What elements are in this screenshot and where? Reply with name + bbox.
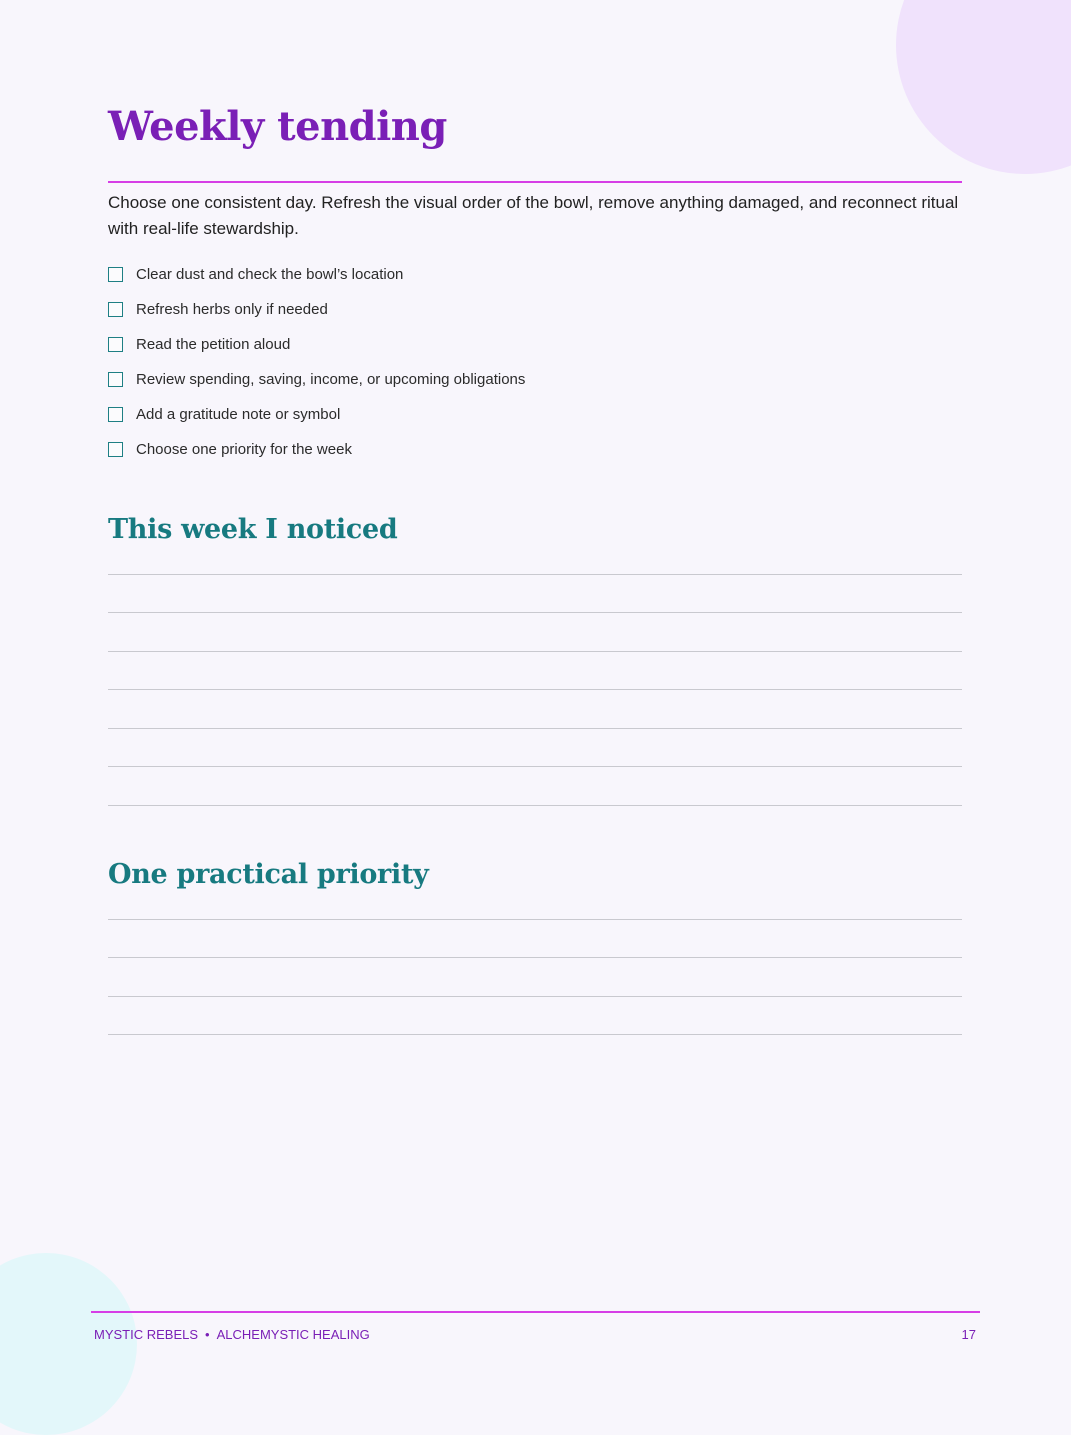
checklist-item[interactable] (108, 432, 968, 467)
footer-divider (91, 1311, 980, 1313)
writing-line[interactable] (108, 919, 962, 920)
checkbox[interactable] (108, 267, 123, 282)
writing-line[interactable] (108, 957, 962, 958)
decorative-circle-bottom (0, 1253, 137, 1435)
checkbox[interactable] (108, 372, 123, 387)
checklist-item[interactable] (108, 362, 968, 397)
footer-separator: • (205, 1327, 210, 1342)
decorative-circle-top (896, 0, 1071, 174)
checklist-item-label: Choose one priority for the week (136, 441, 352, 458)
writing-line[interactable] (108, 651, 962, 652)
writing-line[interactable] (108, 574, 962, 575)
checklist-item-label: Add a gratitude note or symbol (136, 406, 341, 423)
writing-line[interactable] (108, 1034, 962, 1035)
checkbox[interactable] (108, 442, 123, 457)
checklist-item-label: Review spending, saving, income, or upcoming obligations (136, 371, 526, 388)
checklist-item[interactable] (108, 257, 968, 292)
title-divider (108, 181, 962, 183)
section-heading-priority: One practical priority (108, 859, 429, 890)
writing-line[interactable] (108, 805, 962, 806)
footer-subtitle: ALCHEMYSTIC HEALING (216, 1327, 370, 1342)
writing-line[interactable] (108, 766, 962, 767)
checklist-item[interactable] (108, 397, 968, 432)
checklist-item-label: Clear dust and check the bowl’s location (136, 266, 404, 283)
checklist-item-label: Refresh herbs only if needed (136, 301, 328, 318)
footer-brand-name: MYSTIC REBELS (94, 1327, 199, 1342)
checkbox[interactable] (108, 337, 123, 352)
writing-line[interactable] (108, 612, 962, 613)
checkbox[interactable] (108, 407, 123, 422)
tending-checklist (108, 257, 968, 467)
page-number: 17 (961, 1327, 976, 1342)
checklist-item[interactable] (108, 327, 968, 362)
writing-line[interactable] (108, 996, 962, 997)
checkbox[interactable] (108, 302, 123, 317)
footer-brand (94, 1327, 370, 1343)
checklist-item[interactable] (108, 292, 968, 327)
page-title: Weekly tending (108, 103, 447, 150)
intro-paragraph: Choose one consistent day. Refresh the visual order of the bowl, remove anything damaged, and reconnect ritual with real-life stewardship. (108, 193, 959, 238)
writing-line[interactable] (108, 728, 962, 729)
section-heading-noticed: This week I noticed (108, 514, 398, 545)
checklist-item-label: Read the petition aloud (136, 336, 291, 353)
writing-line[interactable] (108, 689, 962, 690)
